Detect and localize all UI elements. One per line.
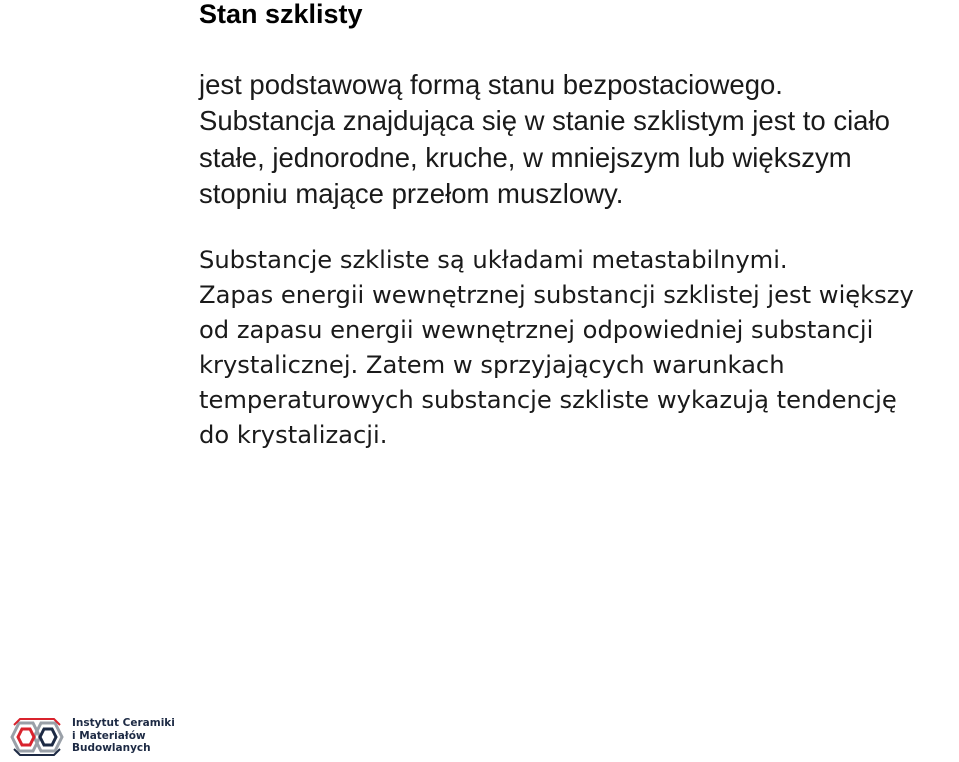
text-line: do krystalizacji.: [199, 421, 388, 449]
paragraph-glass-definition: [199, 67, 959, 212]
text-line: Zapas energii wewnętrznej substancji szklistej jest większy: [199, 281, 914, 309]
paragraph-metastability: [199, 243, 959, 453]
institute-name-line: i Materiałów: [72, 729, 146, 742]
institute-logo: [8, 713, 178, 759]
text-line: krystalicznej. Zatem w sprzyjających warunkach: [199, 351, 785, 379]
text-line: Substancja znajdująca się w stanie szklistym jest to ciało: [199, 105, 890, 137]
institute-name: [72, 717, 175, 755]
text-line: jest podstawową formą stanu bezpostaciowego.: [199, 69, 783, 100]
text-line: stopniu mające przełom muszlowy.: [199, 177, 624, 209]
institute-logo-icon: [8, 717, 66, 757]
text-line: Substancje szkliste są układami metastabilnymi.: [199, 246, 788, 274]
text-line: stałe, jednorodne, kruche, w mniejszym lub większym: [199, 141, 852, 173]
institute-name-line: Budowlanych: [72, 742, 151, 754]
slide-title: Stan szklisty: [199, 0, 363, 29]
text-line: od zapasu energii wewnętrznej odpowiedniej substancji: [199, 316, 874, 344]
institute-name-line: Instytut Ceramiki: [72, 717, 175, 729]
text-line: temperaturowych substancje szkliste wykazują tendencję: [199, 386, 897, 414]
